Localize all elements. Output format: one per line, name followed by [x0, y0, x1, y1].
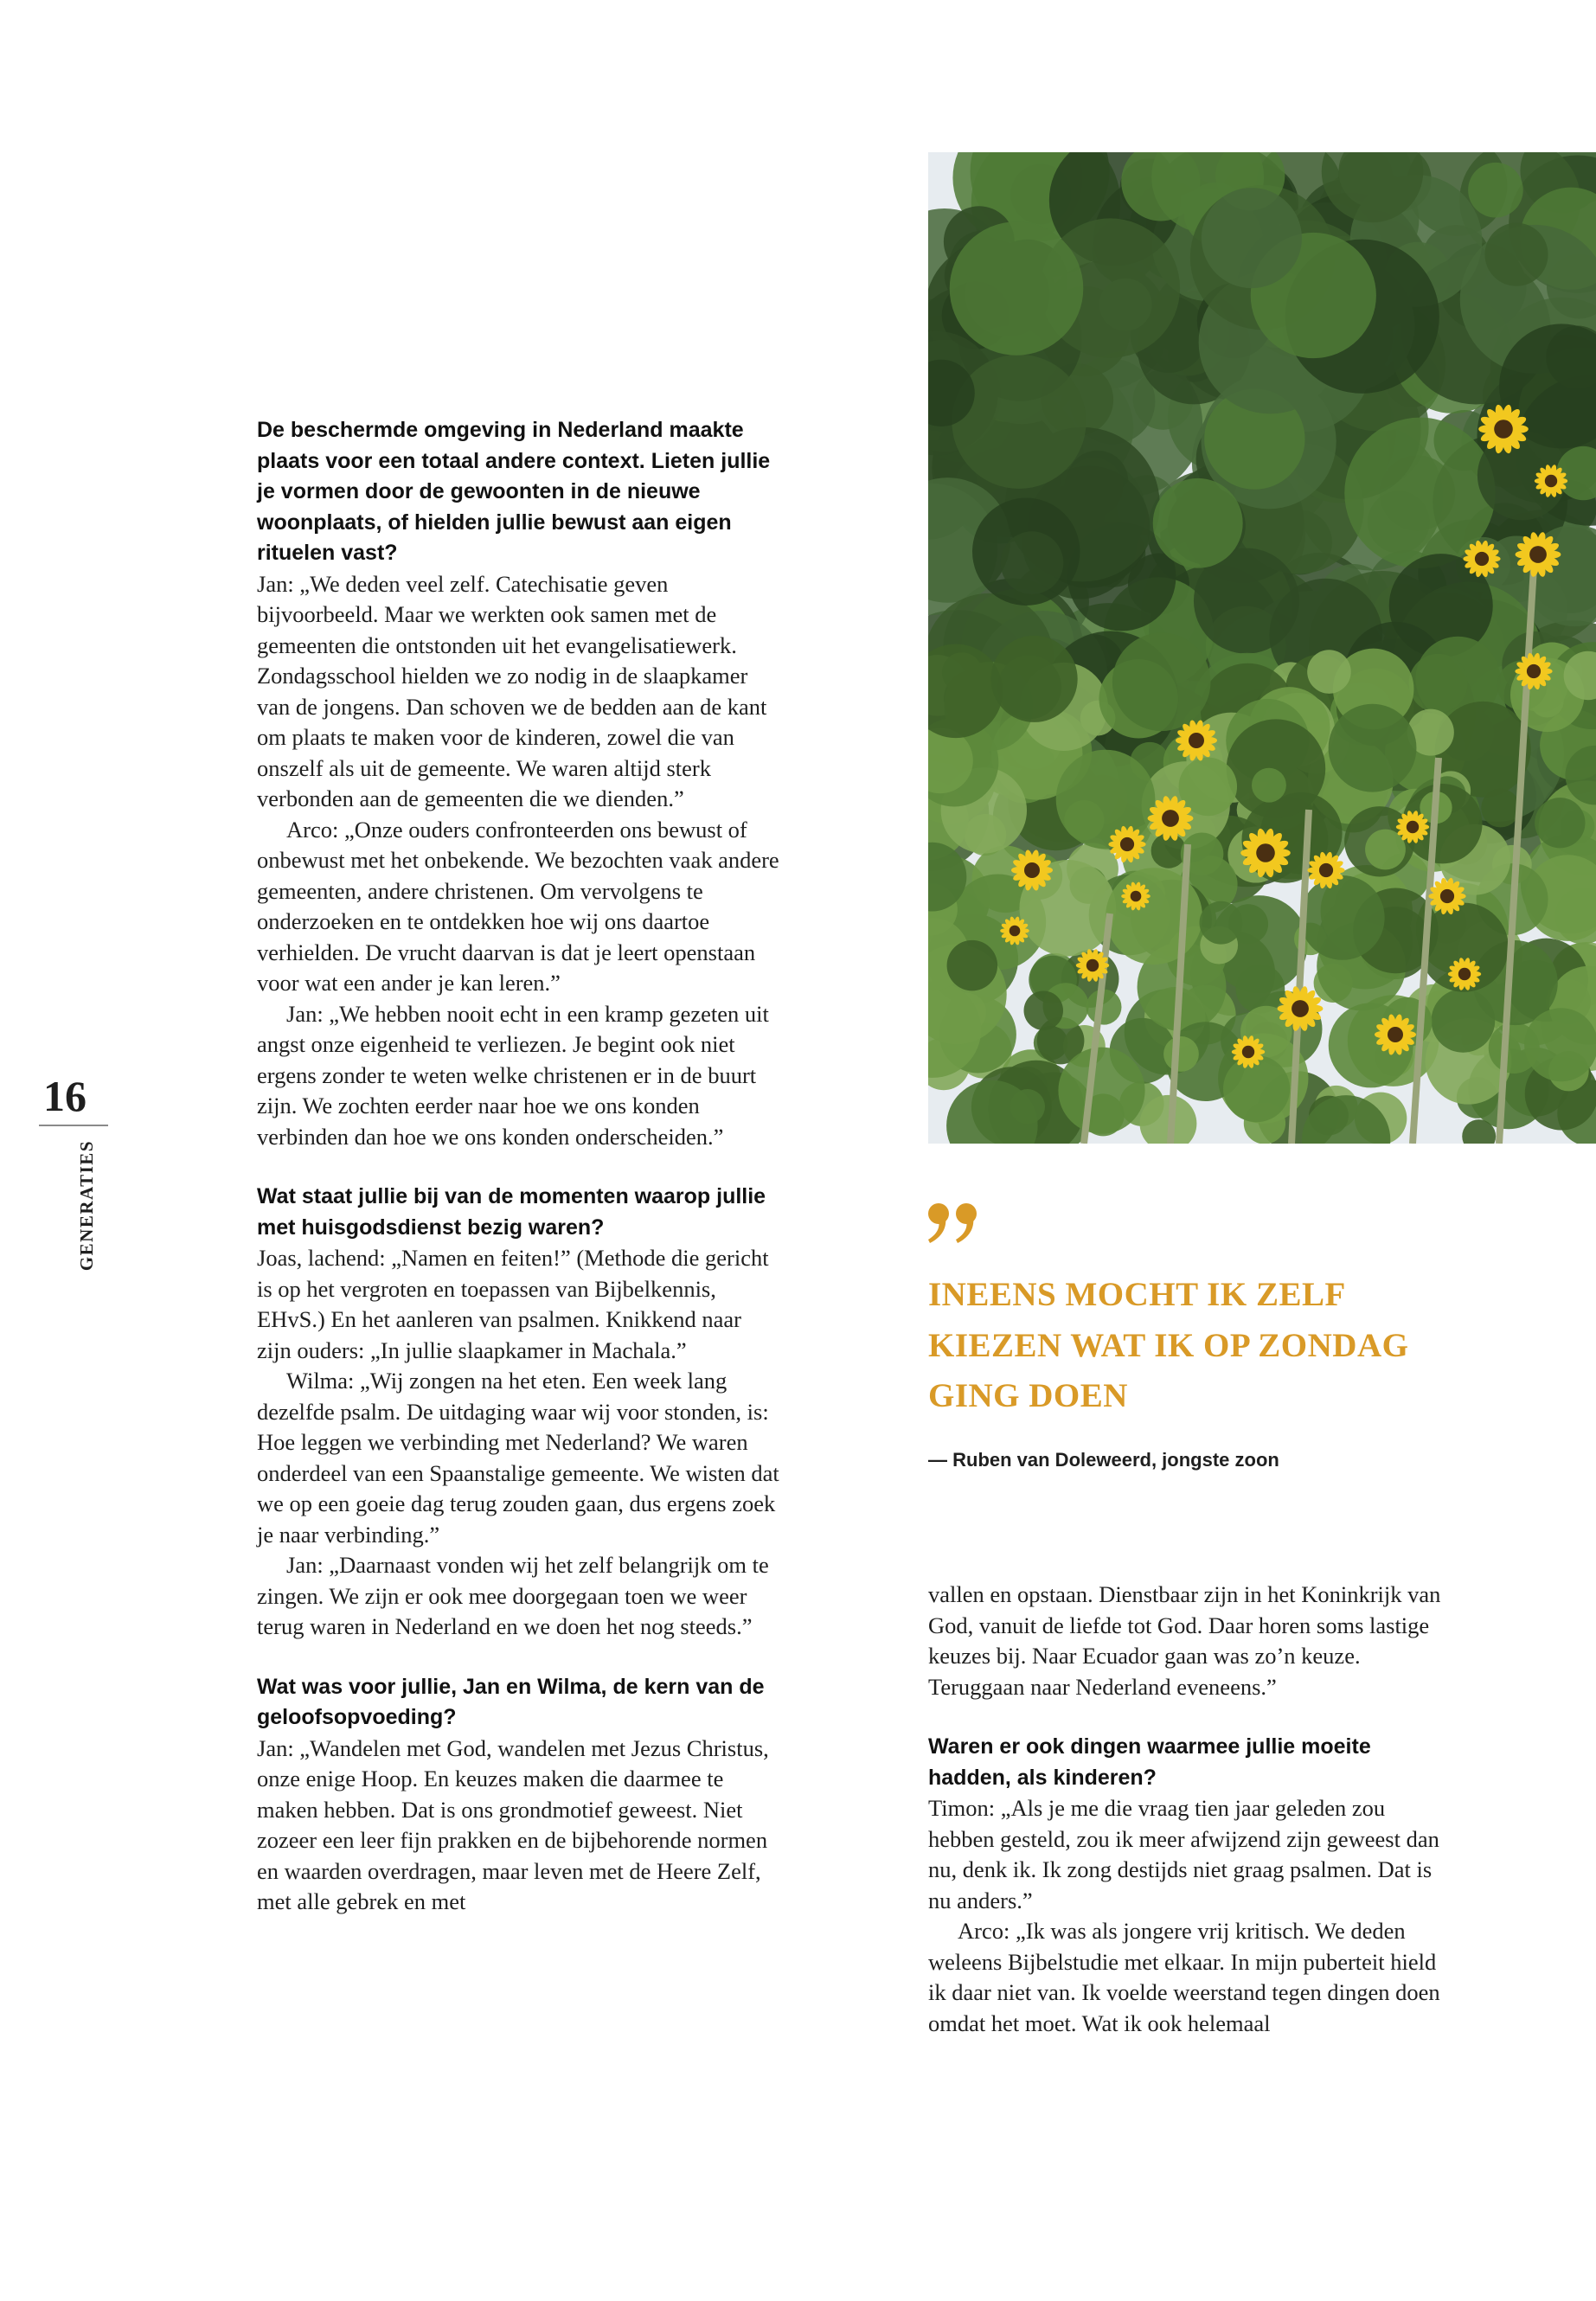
interview-question: Wat staat jullie bij van de momenten waarop jullie met huisgodsdienst bezig waren? [257, 1184, 766, 1240]
paragraph-gap [928, 1702, 1447, 1732]
interview-answer: Jan: „Wandelen met God, wandelen met Jezus Christus, onze enige Hoop. En keuzes maken die daarmee te maken hebben. Dat is ons grondmotief geweest. Niet zozeer een leer fijn prakken en de bijbehorende normen en waarden overdragen, maar leven met de Heere Zelf, met alle gebrek en met [257, 1734, 769, 1914]
interview-question: De beschermde omgeving in Nederland maakte plaats voor een totaal andere context. Lieten jullie je vormen door de gewoonten in de nieuwe woonplaats, of hielden jullie bewust aan eigen rituelen vast? [257, 418, 771, 565]
pull-quote: INEENS MOCHT IK ZELF KIEZEN WAT IK OP ZONDAG GING DOEN [928, 1276, 1409, 1414]
paragraph-gap [257, 1643, 780, 1672]
pull-quote-credit: — Ruben van Doleweerd, jongste zoon [928, 1449, 1279, 1471]
paragraph-gap [257, 1152, 780, 1182]
section-label: GENERATIES [76, 1140, 97, 1272]
right-text-column [928, 1580, 1447, 2039]
sunflower-photo [928, 152, 1596, 1144]
quote-mark-icon [925, 1198, 985, 1250]
interview-answer: Jan: „We deden veel zelf. Catechisatie geven bijvoorbeeld. Maar we werkten ook samen met de gemeenten die ontstonden uit het evangelisatiewerk. Zondagsschool hielden we zo nodig in de slaapkamer van de jongens. Dan schoven we de bedden aan de kant om plaats te maken voor de kinderen, zowel die van onszelf als uit de gemeente. We waren altijd sterk verbonden aan de gemeenten die we dienden.” [257, 570, 767, 811]
interview-answer: Arco: „Ik was als jongere vrij kritisch. We deden weleens Bijbelstudie met elkaar. In mijn puberteit hield ik daar niet van. Ik voelde weerstand tegen dingen doen omdat het moet. Wat ik ook helemaal [928, 1918, 1440, 2036]
page-number-rule [39, 1125, 108, 1126]
interview-answer: Arco: „Onze ouders confronteerden ons bewust of onbewust met het onbekende. We bezochten vaak andere gemeenten, andere christenen. Om vervolgens te onderzoeken en te ontdekken hoe wij ons daartoe verhielden. De vrucht daarvan is dat je leert openstaan voor wat een ander je kan leren.” [257, 816, 779, 996]
interview-answer: Jan: „We hebben nooit echt in een kramp gezeten uit angst onze eigenheid te verliezen. Je begint ook niet ergens zonder te weten welke christenen er in de buurt zijn. We zochten eerder naar hoe we ons konden verbinden dan hoe we ons konden onderscheiden.” [257, 1000, 769, 1150]
interview-question: Waren er ook dingen waarmee jullie moeite hadden, als kinderen? [928, 1734, 1371, 1790]
interview-answer: Timon: „Als je me die vraag tien jaar geleden zou hebben gesteld, zou ik meer afwijzend zijn geweest dan nu, denk ik. Ik zong destijds niet graag psalmen. Dat is nu anders.” [928, 1795, 1439, 1913]
interview-answer: Joas, lachend: „Namen en feiten!” (Methode die gericht is op het vergroten en toepassen van Bijbelkennis, EHvS.) En het aanleren van psalmen. Knikkend naar zijn ouders: „In jullie slaapkamer in Machala.” [257, 1245, 769, 1363]
interview-answer: Wilma: „Wij zongen na het eten. Een week lang dezelfde psalm. De uitdaging waar wij voor stonden, is: Hoe leggen we verbinding met Nederland? We waren onderdeel van een Spaanstalige gemeente. We wisten dat we op een goeie dag terug zouden gaan, dus ergens zoek je naar verbinding.” [257, 1368, 779, 1548]
page-number: 16 [43, 1072, 87, 1120]
left-text-column [257, 415, 780, 1918]
interview-answer: vallen en opstaan. Dienstbaar zijn in het Koninkrijk van God, vanuit de liefde tot God. Daar horen soms lastige keuzes bij. Naar Ecuador gaan was zo’n keuze. Teruggaan naar Nederland eveneens.” [928, 1581, 1441, 1700]
interview-answer: Jan: „Daarnaast vonden wij het zelf belangrijk om te zingen. We zijn er ook mee doorgegaan toen we weer terug waren in Nederland en we doen het nog steeds.” [257, 1552, 769, 1639]
interview-question: Wat was voor jullie, Jan en Wilma, de kern van de geloofsopvoeding? [257, 1674, 765, 1729]
